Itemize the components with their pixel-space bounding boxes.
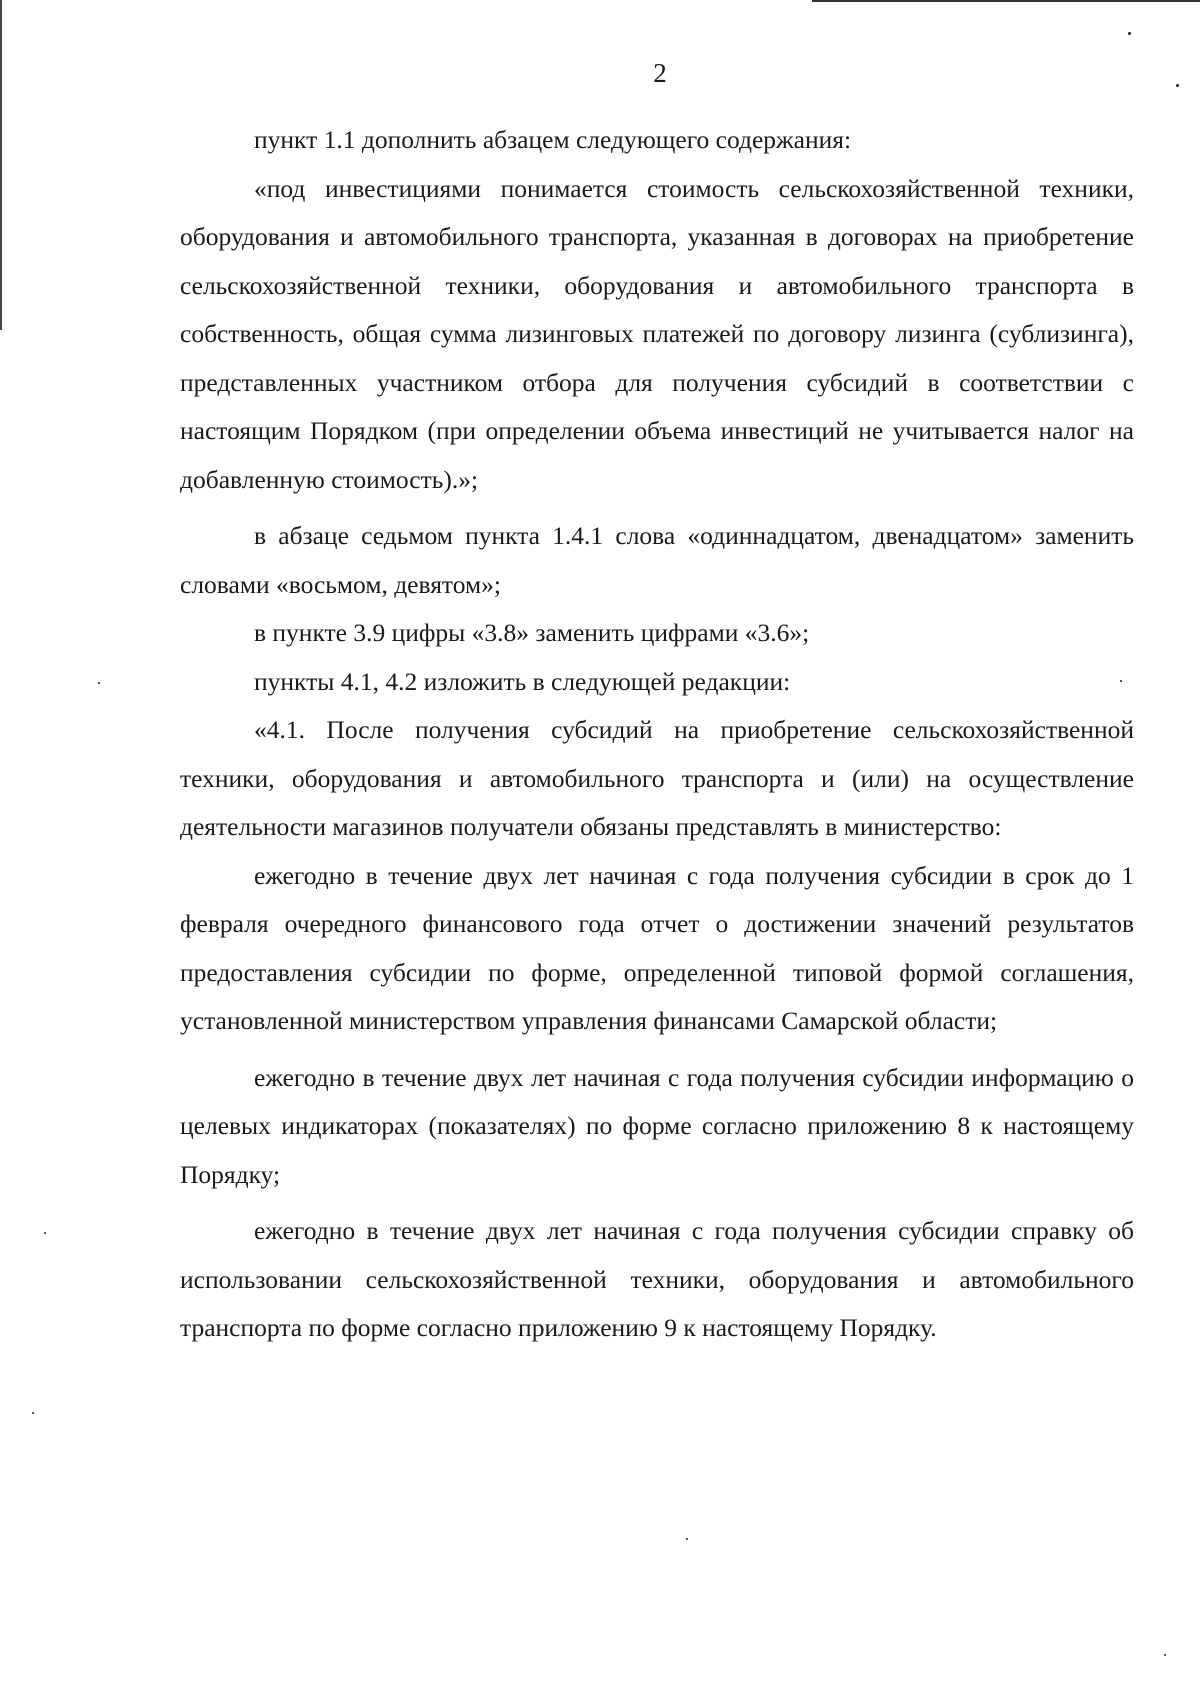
paragraph-amend-3-9: в пункте 3.9 цифры «3.8» заменить цифрами «3.6»;: [254, 618, 810, 647]
scan-speck: [44, 1232, 46, 1234]
scan-top-border: [812, 0, 1200, 2]
paragraph-amend-4-1-4-2: пункты 4.1, 4.2 изложить в следующей редакции:: [254, 666, 791, 696]
paragraph-usage-certificate: ежегодно в течение двух лет начиная с года получения субсидии справку об использовании сельскохозяйственной техники, оборудования и автомобильного транспорта по форме согласно приложению 9 к настоящему Порядку.: [180, 1216, 1134, 1342]
scan-speck: [32, 1412, 34, 1414]
document-body: [180, 116, 1134, 1353]
scan-left-border: [0, 0, 2, 330]
scan-speck: [686, 1538, 688, 1540]
scan-speck: [1120, 680, 1122, 682]
paragraph-annual-report: ежегодно в течение двух лет начиная с года получения субсидии в срок до 1 февраля очередного финансового года отчет о достижении значений результатов предоставления субсидии по форме, определенной типовой формой соглашения, установленной министерством управления финансами Самарской области;: [180, 860, 1134, 1035]
scan-speck: [1164, 1654, 1166, 1656]
page-number: 2: [653, 58, 667, 88]
paragraph-amend-1-1: пункт 1.1 дополнить абзацем следующего содержания:: [254, 125, 852, 154]
paragraph-target-indicators: ежегодно в течение двух лет начиная с года получения субсидии информацию о целевых индикаторах (показателях) по форме согласно приложению 8 к настоящему Порядку;: [180, 1062, 1134, 1189]
paragraph-investments-definition: «под инвестициями понимается стоимость сельскохозяйственной техники, оборудования и автомобильного транспорта, указанная в договорах на приобретение сельскохозяйственной техники, оборудования и автомобильного транспорта в собственность, общая сумма лизинговых платежей по договору лизинга (сублизинга), представленных участником отбора для получения субсидий в соответствии с настоящим Порядком (при определении объема инвестиций не учитывается налог на добавленную стоимость).»;: [180, 173, 1134, 494]
paragraph-clause-4-1: «4.1. После получения субсидий на приобретение сельскохозяйственной техники, оборудования и автомобильного транспорта и (или) на осуществление деятельности магазинов получатели обязаны представлять в министерство:: [180, 715, 1134, 841]
scan-speck: [98, 682, 100, 684]
scan-speck: [1176, 84, 1179, 87]
scan-speck: [1128, 32, 1131, 35]
paragraph-amend-1-4-1: в абзаце седьмом пункта 1.4.1 слова «одиннадцатом, двенадцатом» заменить словами «восьмом, девятом»;: [180, 521, 1134, 599]
